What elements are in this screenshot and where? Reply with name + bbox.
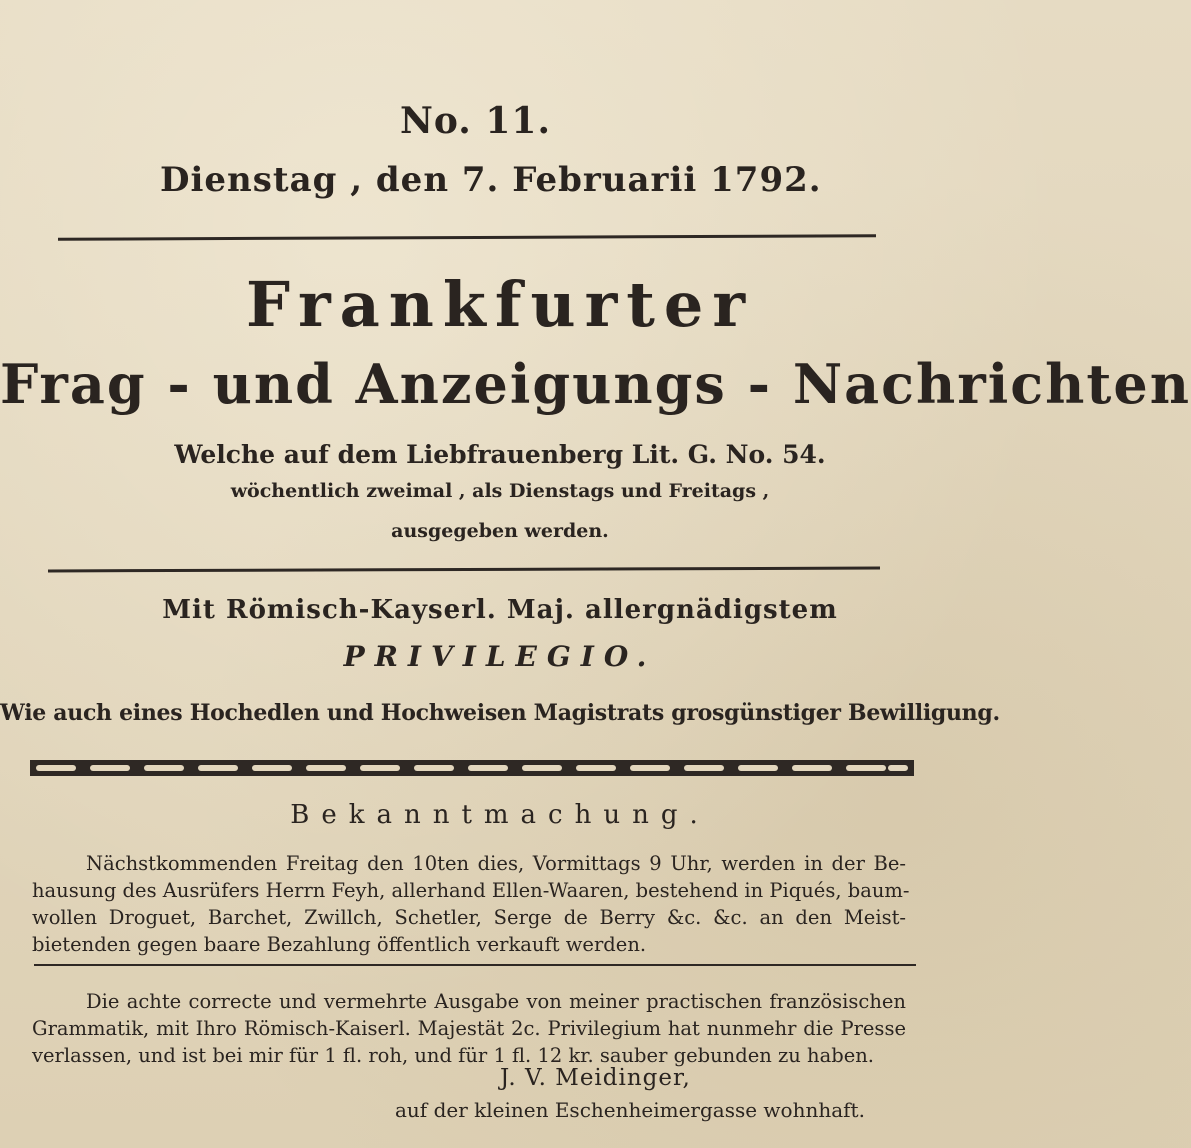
ornamental-chain-rule: [30, 758, 914, 778]
newspaper-title-line1: Frankfurter: [246, 268, 754, 341]
magistrate-approval: Wie auch eines Hochedlen und Hochweisen Magistrats grosgünstiger Bewilligung.: [0, 700, 1000, 726]
advert-line: Die achte correcte und vermehrte Ausgabe von meiner practischen französischen: [86, 990, 906, 1013]
notice-line: hausung des Ausrüfers Herrn Feyh, allerhand Ellen-Waaren, bestehend in Piqués, baum-: [32, 879, 910, 902]
newspaper-title-line2: Frag - und Anzeigungs - Nachrichten: [0, 352, 1191, 416]
advert-paragraph: [32, 988, 906, 1069]
privilege-heading: PRIVILEGIO.: [343, 640, 657, 673]
dateline: Dienstag , den 7. Februarii 1792.: [160, 160, 822, 200]
advert-line: verlassen, und ist bei mir für 1 fl. roh, und für 1 fl. 12 kr. sauber gebunden zu haben.: [32, 1044, 874, 1067]
divider-rule: [58, 234, 876, 241]
issue-number: No. 11.: [400, 100, 551, 142]
advert-line: Grammatik, mit Ihro Römisch-Kaiserl. Majestät 2c. Privilegium hat nunmehr die Presse: [32, 1017, 906, 1040]
notice-heading: Bekanntmachung.: [290, 800, 710, 830]
advert-address: auf der kleinen Eschenheimergasse wohnhaft.: [395, 1098, 865, 1122]
notice-paragraph: [32, 850, 910, 958]
privilege-line: Mit Römisch-Kayserl. Maj. allergnädigstem: [162, 595, 838, 625]
notice-line: Nächstkommenden Freitag den 10ten dies, Vormittags 9 Uhr, werden in der Be-: [86, 852, 906, 875]
notice-line: wollen Droguet, Barchet, Zwillch, Schetler, Serge de Berry &c. &c. an den Meist-: [32, 906, 906, 929]
notice-line: bietenden gegen baare Bezahlung öffentlich verkauft werden.: [32, 933, 647, 956]
publication-note: ausgegeben werden.: [391, 520, 609, 542]
publication-schedule: wöchentlich zweimal , als Dienstags und Freitags ,: [230, 480, 770, 502]
divider-rule: [48, 567, 880, 573]
advert-signature: J. V. Meidinger,: [500, 1065, 691, 1091]
publisher-address: Welche auf dem Liebfrauenberg Lit. G. No. 54.: [174, 440, 826, 469]
divider-rule: [34, 964, 916, 966]
